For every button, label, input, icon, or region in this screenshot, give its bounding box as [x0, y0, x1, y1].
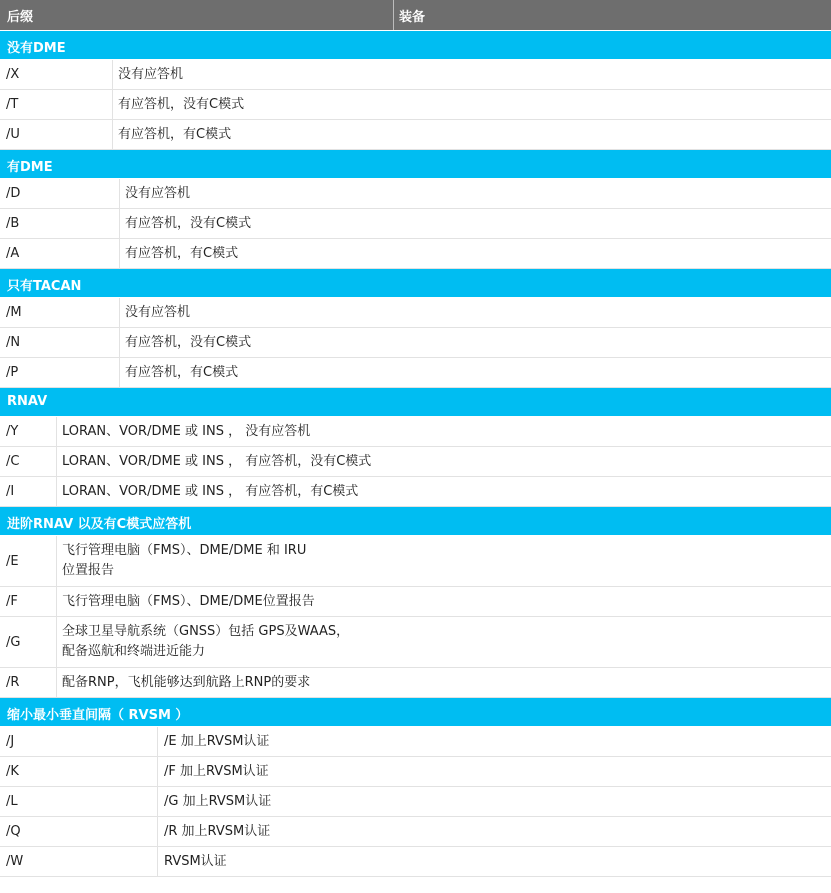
equipment-cell: /E 加上RVSM认证	[164, 733, 270, 749]
equipment-cell: 没有应答机	[125, 304, 191, 320]
table-row	[0, 447, 831, 477]
table-header	[0, 0, 831, 31]
header-suffix: 后缀	[0, 0, 394, 30]
table-row	[0, 328, 831, 358]
suffix-cell: /P	[0, 358, 120, 387]
table-row	[0, 120, 831, 150]
table-row	[0, 617, 831, 668]
suffix-cell: /I	[0, 477, 57, 506]
suffix-cell: /L	[0, 787, 158, 816]
table-row	[0, 787, 831, 817]
section-header: 没有DME	[0, 31, 831, 60]
equipment-cell: /R 加上RVSM认证	[164, 823, 271, 839]
equipment-cell: LORAN、VOR/DME 或 INS ， 有应答机，没有C模式	[62, 453, 372, 469]
table-row	[0, 417, 831, 447]
suffix-cell: /R	[0, 668, 57, 697]
equipment-cell: 有应答机，没有C模式	[118, 96, 245, 112]
equipment-cell: 飞行管理电脑（FMS）、DME/DME 和 IRU 位置报告	[62, 543, 307, 578]
section-header: RNAV	[0, 388, 831, 417]
table-row	[0, 668, 831, 698]
suffix-cell: /B	[0, 209, 120, 238]
equipment-cell: LORAN、VOR/DME 或 INS ， 没有应答机	[62, 423, 311, 439]
equipment-cell: 有应答机，有C模式	[125, 364, 239, 380]
equipment-cell: RVSM认证	[164, 853, 227, 869]
equipment-cell: 有应答机，没有C模式	[125, 215, 252, 231]
table-row	[0, 817, 831, 847]
table-row	[0, 209, 831, 239]
suffix-cell: /J	[0, 727, 158, 756]
table-row	[0, 477, 831, 507]
header-equipment: 装备	[399, 10, 426, 25]
equipment-cell: 有应答机，没有C模式	[125, 334, 252, 350]
table-row	[0, 587, 831, 617]
table-row	[0, 536, 831, 587]
table-row	[0, 90, 831, 120]
equipment-cell: /F 加上RVSM认证	[164, 763, 269, 779]
suffix-cell: /M	[0, 298, 120, 327]
suffix-cell: /X	[0, 60, 113, 89]
table-row	[0, 727, 831, 757]
suffix-cell: /Y	[0, 417, 57, 446]
suffix-cell: /D	[0, 179, 120, 208]
equipment-cell: 配备RNP，飞机能够达到航路上RNP的要求	[62, 674, 311, 690]
equipment-cell: 全球卫星导航系统（GNSS）包括 GPS及WAAS， 配备巡航和终端进近能力	[62, 624, 350, 659]
equipment-cell: /G 加上RVSM认证	[164, 793, 272, 809]
table-row	[0, 239, 831, 269]
suffix-cell: /F	[0, 587, 57, 616]
equipment-cell: 没有应答机	[125, 185, 191, 201]
equipment-cell: 没有应答机	[118, 66, 184, 82]
table-row	[0, 358, 831, 388]
equipment-cell: 有应答机，有C模式	[125, 245, 239, 261]
suffix-cell: /W	[0, 847, 158, 876]
equipment-cell: LORAN、VOR/DME 或 INS ， 有应答机，有C模式	[62, 483, 359, 499]
suffix-cell: /K	[0, 757, 158, 786]
table-row	[0, 60, 831, 90]
suffix-cell: /C	[0, 447, 57, 476]
equipment-cell: 有应答机，有C模式	[118, 126, 232, 142]
section-header: 只有TACAN	[0, 269, 831, 298]
suffix-cell: /U	[0, 120, 113, 149]
section-header: 缩小最小垂直间隔（ RVSM ）	[0, 698, 831, 727]
table-row	[0, 179, 831, 209]
suffix-cell: /T	[0, 90, 113, 119]
suffix-cell: /G	[0, 617, 57, 667]
table-row	[0, 298, 831, 328]
suffix-cell: /A	[0, 239, 120, 268]
suffix-cell: /Q	[0, 817, 158, 846]
table-row	[0, 757, 831, 787]
suffix-cell: /N	[0, 328, 120, 357]
section-header: 进阶RNAV 以及有C模式应答机	[0, 507, 831, 536]
equipment-cell: 飞行管理电脑（FMS）、DME/DME位置报告	[62, 593, 315, 609]
section-header: 有DME	[0, 150, 831, 179]
suffix-cell: /E	[0, 536, 57, 586]
table-row	[0, 847, 831, 877]
